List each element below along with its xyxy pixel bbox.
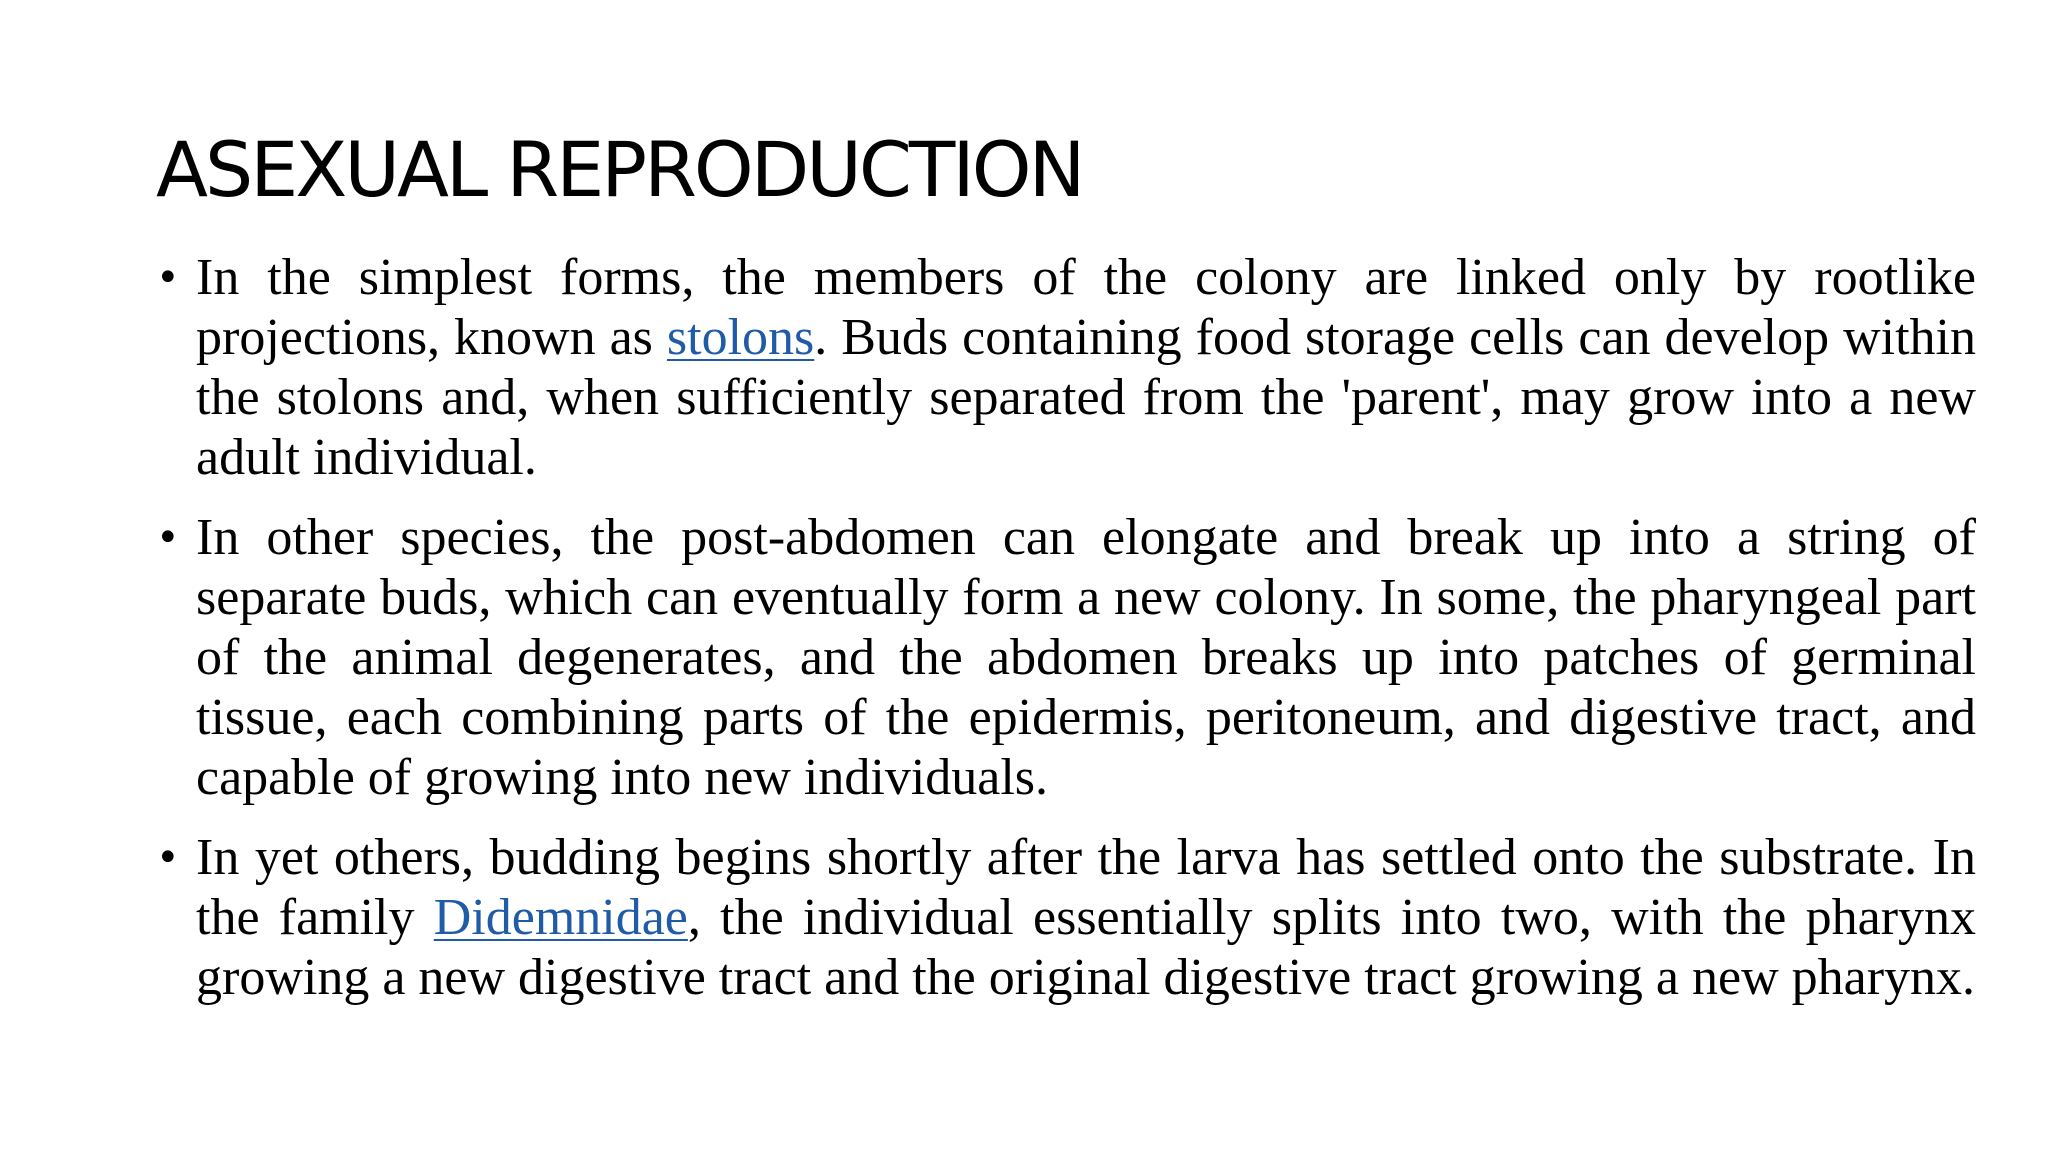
bullet-icon: • bbox=[156, 515, 180, 561]
bullet-icon: • bbox=[156, 835, 180, 881]
slide-title: ASEXUAL REPRODUCTION bbox=[156, 125, 1083, 214]
bullet-text: In other species, the post-abdomen can elongate and break up into a string of separate buds, which can eventually form a new colony. In some, the pharyngeal part of the animal degenerates, and the abdomen breaks up into patches of germinal tissue, each combining parts of the epidermis, peritoneum, and digestive tract, and capable of growing into new individuals. bbox=[196, 509, 1976, 806]
bullet-text: , the individual essentially splits into two, with the pharynx growing a new digestive tract and the original digestive tract growing a new pharynx. bbox=[196, 889, 1977, 1006]
bullet-item-stolons bbox=[156, 248, 1976, 488]
bullet-icon: • bbox=[156, 255, 180, 301]
bullet-text: In the simplest forms, the members of the colony are linked only by rootlike projections, known as bbox=[196, 249, 1976, 366]
bullet-text: In yet others, budding begins shortly after the larva has settled onto the substrate. In the family bbox=[196, 829, 1976, 946]
bullet-item-didemnidae bbox=[156, 828, 1976, 1008]
didemnidae-link[interactable]: Didemnidae bbox=[433, 889, 688, 946]
stolons-link[interactable]: stolons bbox=[666, 309, 815, 366]
bullet-list bbox=[156, 248, 1976, 1008]
bullet-item-post-abdomen bbox=[156, 508, 1976, 808]
bullet-text: . Buds containing food storage cells can develop within the stolons and, when sufficiently separated from the 'parent', may grow into a new adult individual. bbox=[196, 309, 1976, 486]
